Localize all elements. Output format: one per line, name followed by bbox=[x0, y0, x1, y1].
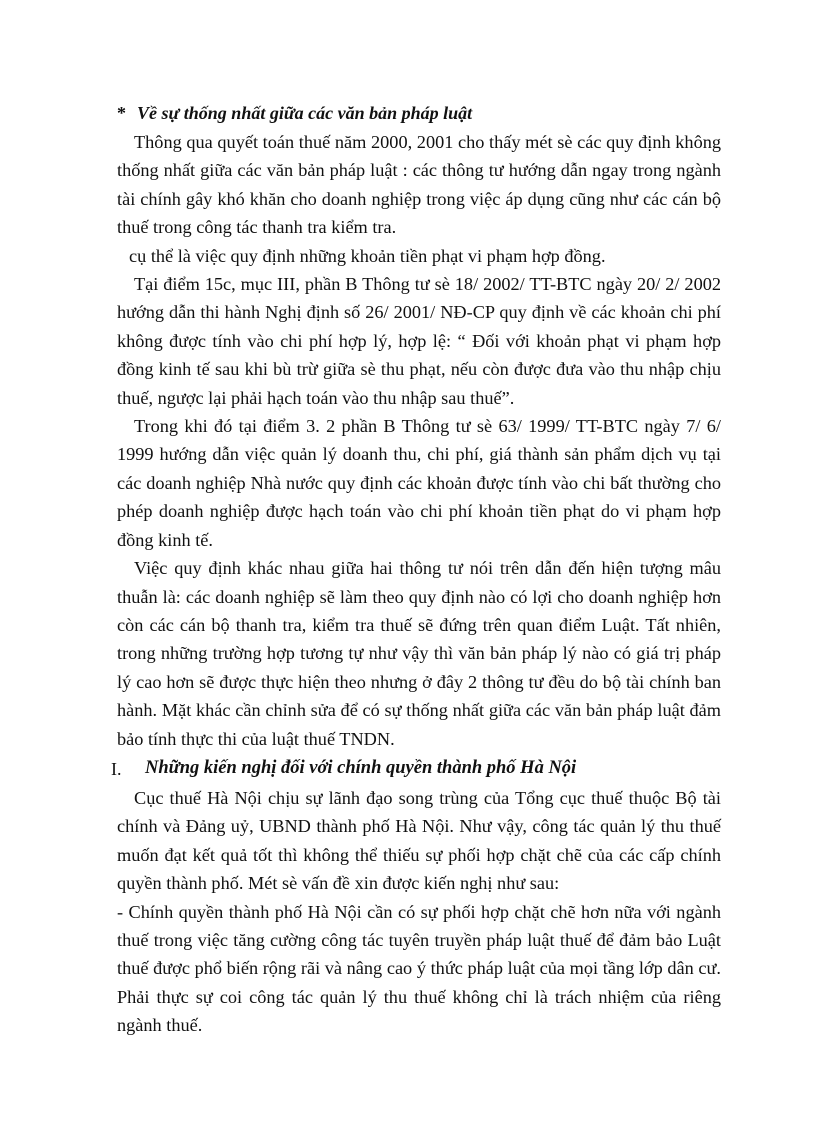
paragraph: Thông qua quyết toán thuế năm 2000, 2001 cho thấy mét sè các quy định không thống nhất giữa các văn bản pháp luật : các thông tư hướng dẫn ngay trong ngành tài chính gây khó khăn cho doanh nghiệp trong việc áp dụng cũng như các cán bộ thuế trong công tác thanh tra kiểm tra. bbox=[117, 132, 721, 238]
section-heading-hanoi-recommendations bbox=[111, 753, 721, 784]
paragraph: Trong khi đó tại điểm 3. 2 phần B Thông tư sè 63/ 1999/ TT-BTC ngày 7/ 6/ 1999 hướng dẫn việc quản lý doanh thu, chi phí, giá thành sản phẩm dịch vụ tại các doanh nghiệp Nhà nước quy định các khoản được tính vào chi bất thường cho phép doanh nghiệp được hạch toán vào chi phí khoản tiền phạt do vi phạm hợp đồng kinh tế. bbox=[117, 416, 721, 550]
paragraph: cụ thể là việc quy định những khoản tiền phạt vi phạm hợp đồng. bbox=[129, 245, 606, 266]
section-title: Những kiến nghị đối với chính quyền thành phố Hà Nội bbox=[145, 757, 577, 778]
heading-bullet: * bbox=[117, 103, 126, 123]
document-content bbox=[111, 98, 721, 1040]
paragraph: Tại điểm 15c, mục III, phần B Thông tư sè 18/ 2002/ TT-BTC ngày 20/ 2/ 2002 hướng dẫn thi hành Nghị định số 26/ 2001/ NĐ-CP quy định về các khoản chi phí không được tính vào chi phí hợp lý, hợp lệ: “ Đối với khoản phạt vi phạm hợp đồng kinh tế sau khi bù trừ giữa sè thu phạt, nếu còn được đưa vào thu nhập chịu thuế, ngược lại phải hạch toán vào thu nhập sau thuế”. bbox=[117, 274, 721, 408]
section-number: I. bbox=[111, 758, 122, 779]
section-heading-legal-consistency bbox=[117, 98, 721, 128]
paragraph: Việc quy định khác nhau giữa hai thông tư nói trên dẫn đến hiện tượng mâu thuẫn là: các doanh nghiệp sẽ làm theo quy định nào có lợi cho doanh nghiệp hơn còn các cán bộ thanh tra, kiểm tra thuế sẽ đứng trên quan điểm Luật. Tất nhiên, trong những trường hợp tương tự như vậy thì văn bản pháp lý nào có giá trị pháp lý cao hơn sẽ được thực hiện theo nhưng ở đây 2 thông tư đều do bộ tài chính ban hành. Mặt khác cần chỉnh sửa để có sự thống nhất giữa các văn bản pháp luật đảm bảo tính thực thi của luật thuế TNDN. bbox=[117, 558, 721, 749]
paragraph-bullet: - Chính quyền thành phố Hà Nội cần có sự phối hợp chặt chẽ hơn nữa với ngành thuế trong việc tăng cường công tác tuyên truyền pháp luật thuế để đảm bảo Luật thuế được phổ biến rộng rãi và nâng cao ý thức pháp luật của mọi tầng lớp dân cư. Phải thực sự coi công tác quản lý thu thuế không chỉ là trách nhiệm của riêng ngành thuế. bbox=[117, 901, 721, 1036]
paragraph: Cục thuế Hà Nội chịu sự lãnh đạo song trùng của Tổng cục thuế thuộc Bộ tài chính và Đảng uỷ, UBND thành phố Hà Nội. Như vậy, công tác quản lý thu thuế muốn đạt kết quả tốt thì không thể thiếu sự phối hợp chặt chẽ của các cấp chính quyền thành phố. Mét sè vấn đề xin được kiến nghị như sau: bbox=[117, 787, 721, 894]
heading-title: Về sự thống nhất giữa các văn bản pháp luật bbox=[137, 103, 473, 123]
